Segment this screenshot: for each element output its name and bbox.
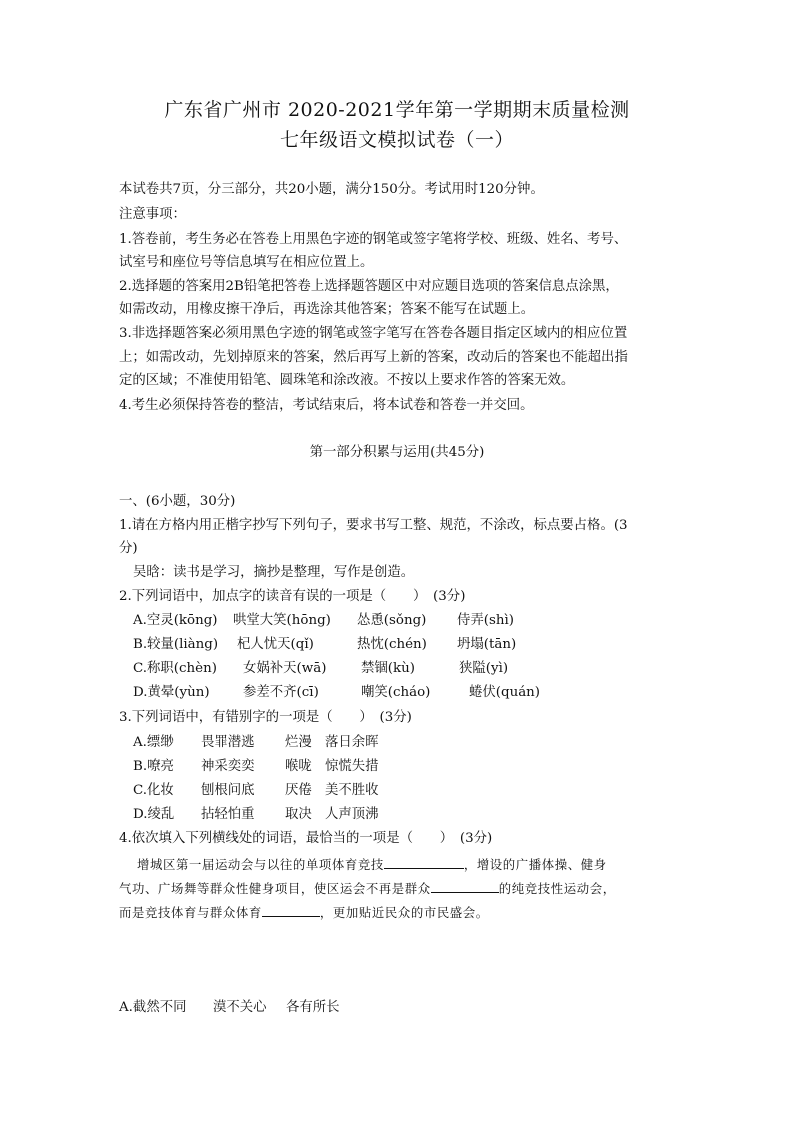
option-word: C.称职(chèn) [133, 661, 217, 676]
passage-text: 气功、广场舞等群众性健身项目，使区运会不再是群众 [119, 881, 431, 896]
option-word: 杞人忧天(qǐ) [237, 637, 314, 652]
option-word: D.绫乱 [133, 807, 175, 822]
question-2-option-c [133, 659, 508, 679]
option-word: 嘲笑(cháo) [361, 685, 431, 700]
exam-title-line-1: 广东省广州市 2020-2021学年第一学期期末质量检测 [164, 99, 630, 121]
notice-1-line-1: 1.答卷前，考生务必在答卷上用黑色字迹的钢笔或签字笔将学校、班级、姓名、考号、 [119, 232, 628, 247]
option-word: 参差不齐(cī) [243, 685, 319, 700]
option-word: C.化妆 [133, 783, 174, 798]
option-word: 喉咙 [285, 759, 312, 774]
option-word: 人声顶沸 [325, 807, 379, 822]
option-word: 侍弄(shì) [457, 613, 515, 628]
question-2-stem: 2.下列词语中，加点字的读音有误的一项是（ ） (3分) [119, 589, 466, 604]
question-3-option-b [133, 757, 379, 777]
question-4-passage-line-1 [137, 855, 607, 875]
option-word: 美不胜收 [325, 783, 379, 798]
option-word: 拈轻怕重 [201, 807, 255, 822]
passage-text: 而是竞技体育与群众体育 [119, 905, 262, 920]
option-word: 热忱(chén) [357, 637, 427, 652]
question-3-stem: 3.下列词语中，有错别字的一项是（ ） (3分) [119, 710, 412, 725]
section-header: 一、(6小题，30分) [119, 494, 236, 509]
option-word: 漠不关心 [213, 1000, 267, 1015]
notice-3-line-2: 上；如需改动，先划掉原来的答案，然后再写上新的答案，改动后的答案也不能超出指 [119, 350, 628, 365]
option-word: 怂恿(sǒng) [357, 613, 427, 628]
exam-summary: 本试卷共7页，分三部分，共20小题，满分150分。考试用时120分钟。 [119, 182, 544, 197]
question-1-line-2: 分) [119, 541, 138, 556]
option-word: 烂漫 [285, 735, 312, 750]
answer-blank-3[interactable] [262, 904, 320, 917]
question-2-option-b [133, 635, 516, 655]
question-2-option-a [133, 611, 514, 631]
passage-text: ，增设的广播体操、健身 [463, 857, 607, 872]
question-2-option-d [133, 683, 540, 703]
option-word: 落日余晖 [325, 735, 379, 750]
question-3-option-a [133, 733, 379, 753]
option-word: 神采奕奕 [201, 759, 255, 774]
option-word: 狭隘(yì) [459, 661, 509, 676]
part1-heading: 第一部分积累与运用(共45分) [309, 445, 485, 460]
option-word: 各有所长 [286, 1000, 340, 1015]
question-1-line-1: 1.请在方格内用正楷字抄写下列句子，要求书写工整、规范，不涂改，标点要占格。(3 [119, 518, 628, 533]
passage-text: ，更加贴近民众的市民盛会。 [319, 905, 489, 920]
option-word: 蜷伏(quán) [469, 685, 541, 700]
notice-2-line-2: 如需改动，用橡皮擦干净后，再选涂其他答案；答案不能写在试题上。 [119, 302, 535, 317]
notice-heading: 注意事项： [119, 207, 186, 222]
notice-4: 4.考生必须保持答卷的整洁，考试结束后，将本试卷和答卷一并交回。 [119, 398, 534, 413]
exam-title-line-2: 七年级语文模拟试卷（一） [279, 129, 514, 151]
option-word: A.截然不同 [119, 1000, 187, 1015]
question-4-passage-line-3 [119, 903, 489, 923]
passage-text: 增城区第一届运动会与以往的单项体育竞技 [137, 857, 384, 872]
notice-3-line-1: 3.非选择题答案必须用黑色字迹的钢笔或签字笔写在答卷各题目指定区域内的相应位置 [119, 326, 628, 341]
notice-2-line-1: 2.选择题的答案用2B铅笔把答卷上选择题答题区中对应题目选项的答案信息点涂黑， [119, 279, 619, 294]
option-word: 女娲补天(wā) [243, 661, 327, 676]
option-word: A.空灵(kōng) [133, 613, 218, 628]
option-word: 坍塌(tān) [457, 637, 517, 652]
question-3-option-c [133, 781, 379, 801]
option-word: 取决 [285, 807, 312, 822]
passage-text: 的纯竞技性运动会， [498, 881, 616, 896]
question-4-option-a [119, 998, 340, 1018]
question-4-stem: 4.依次填入下列横线处的词语，最恰当的一项是（ ） (3分) [119, 831, 493, 846]
option-word: 哄堂大笑(hōng) [233, 613, 331, 628]
option-word: 畏罪潜逃 [201, 735, 255, 750]
option-word: 刨根问底 [201, 783, 255, 798]
notice-1-line-2: 试室号和座位号等信息填写在相应位置上。 [119, 255, 374, 270]
notice-3-line-3: 定的区域；不准使用铅笔、圆珠笔和涂改液。不按以上要求作答的答案无效。 [119, 373, 575, 388]
option-word: 禁锢(kù) [361, 661, 415, 676]
option-word: A.缥缈 [133, 735, 174, 750]
question-1-quote: 吴晗：读书是学习，摘抄是整理，写作是创造。 [133, 565, 415, 580]
option-word: D.黄晕(yùn) [133, 685, 210, 700]
answer-blank-2[interactable] [431, 880, 499, 893]
option-word: 惊慌失措 [325, 759, 379, 774]
answer-blank-1[interactable] [384, 856, 464, 869]
option-word: 厌倦 [285, 783, 312, 798]
question-3-option-d [133, 805, 379, 825]
option-word: B.较量(liàng) [133, 637, 219, 652]
question-4-passage-line-2 [119, 879, 616, 899]
option-word: B.嘹亮 [133, 759, 174, 774]
